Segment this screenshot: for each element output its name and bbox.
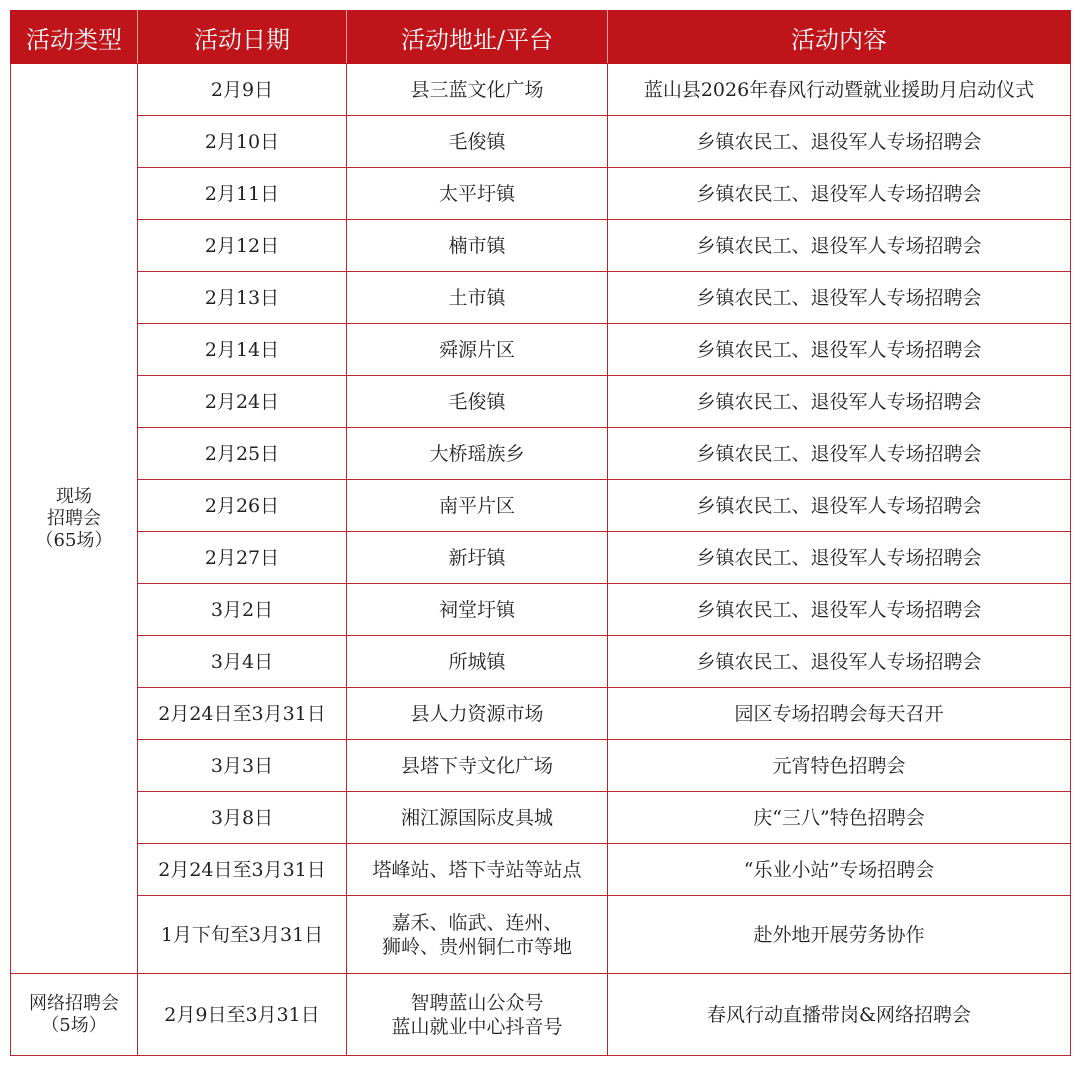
- place-cell: 县人力资源市场: [347, 688, 608, 740]
- table-row: [11, 376, 1071, 428]
- content-cell: 蓝山县2026年春风行动暨就业援助月启动仪式: [608, 64, 1071, 116]
- date-cell: 2月12日: [138, 220, 347, 272]
- table-body: [11, 64, 1071, 1056]
- place-cell: 祠堂圩镇: [347, 584, 608, 636]
- table-row: [11, 480, 1071, 532]
- place-cell: 太平圩镇: [347, 168, 608, 220]
- content-cell: 春风行动直播带岗&网络招聘会: [608, 974, 1071, 1056]
- table-row: [11, 272, 1071, 324]
- place-cell: 大桥瑶族乡: [347, 428, 608, 480]
- activity-type-cell: [11, 64, 138, 974]
- place-cell: 湘江源国际皮具城: [347, 792, 608, 844]
- header-place: 活动地址/平台: [347, 11, 608, 64]
- place-cell: 毛俊镇: [347, 116, 608, 168]
- content-cell: 乡镇农民工、退役军人专场招聘会: [608, 532, 1071, 584]
- header-row: [11, 11, 1071, 64]
- place-cell: 土市镇: [347, 272, 608, 324]
- content-cell: 乡镇农民工、退役军人专场招聘会: [608, 480, 1071, 532]
- date-cell: 2月11日: [138, 168, 347, 220]
- date-cell: 3月4日: [138, 636, 347, 688]
- content-cell: 乡镇农民工、退役军人专场招聘会: [608, 584, 1071, 636]
- table-row: [11, 428, 1071, 480]
- content-cell: 乡镇农民工、退役军人专场招聘会: [608, 168, 1071, 220]
- place-line: 蓝山就业中心抖音号: [391, 1015, 563, 1038]
- content-cell: 乡镇农民工、退役军人专场招聘会: [608, 636, 1071, 688]
- date-cell: 2月10日: [138, 116, 347, 168]
- table-row: [11, 896, 1071, 974]
- content-cell: 乡镇农民工、退役军人专场招聘会: [608, 272, 1071, 324]
- table-row: [11, 220, 1071, 272]
- table-row: [11, 688, 1071, 740]
- table-row: [11, 792, 1071, 844]
- date-cell: 2月13日: [138, 272, 347, 324]
- place-line: 嘉禾、临武、连州、: [391, 911, 563, 934]
- table-row: [11, 740, 1071, 792]
- place-cell: 舜源片区: [347, 324, 608, 376]
- content-cell: 乡镇农民工、退役军人专场招聘会: [608, 324, 1071, 376]
- date-cell: 2月26日: [138, 480, 347, 532]
- table-row: [11, 974, 1071, 1056]
- place-cell: [347, 896, 608, 974]
- activity-type-line: 招聘会: [47, 507, 101, 529]
- place-cell: 所城镇: [347, 636, 608, 688]
- activity-type-line: 网络招聘会: [29, 992, 119, 1014]
- content-cell: 园区专场招聘会每天召开: [608, 688, 1071, 740]
- date-cell: 2月27日: [138, 532, 347, 584]
- activity-type-cell: [11, 974, 138, 1056]
- date-cell: 3月3日: [138, 740, 347, 792]
- content-cell: 乡镇农民工、退役军人专场招聘会: [608, 116, 1071, 168]
- place-cell: 县塔下寺文化广场: [347, 740, 608, 792]
- place-cell: 楠市镇: [347, 220, 608, 272]
- table-row: [11, 532, 1071, 584]
- header-date: 活动日期: [138, 11, 347, 64]
- header-content: 活动内容: [608, 11, 1071, 64]
- place-cell: [347, 974, 608, 1056]
- date-cell: 3月2日: [138, 584, 347, 636]
- place-cell: 县三蓝文化广场: [347, 64, 608, 116]
- date-cell: 3月8日: [138, 792, 347, 844]
- place-line: 智聘蓝山公众号: [410, 991, 544, 1014]
- date-cell: 2月24日至3月31日: [138, 844, 347, 896]
- place-cell: 南平片区: [347, 480, 608, 532]
- content-cell: 乡镇农民工、退役军人专场招聘会: [608, 220, 1071, 272]
- content-cell: 庆“三八”特色招聘会: [608, 792, 1071, 844]
- table-row: [11, 324, 1071, 376]
- place-cell: 毛俊镇: [347, 376, 608, 428]
- date-cell: 2月24日至3月31日: [138, 688, 347, 740]
- place-cell: 新圩镇: [347, 532, 608, 584]
- date-cell: 2月25日: [138, 428, 347, 480]
- content-cell: “乐业小站”专场招聘会: [608, 844, 1071, 896]
- date-cell: 2月24日: [138, 376, 347, 428]
- content-cell: 赴外地开展劳务协作: [608, 896, 1071, 974]
- table-row: [11, 64, 1071, 116]
- date-cell: 2月9日: [138, 64, 347, 116]
- activity-type-line: 现场: [56, 485, 92, 507]
- date-cell: 2月9日至3月31日: [138, 974, 347, 1056]
- table-row: [11, 636, 1071, 688]
- activity-type-line: （5场）: [41, 1014, 107, 1036]
- content-cell: 元宵特色招聘会: [608, 740, 1071, 792]
- place-line: 狮岭、贵州铜仁市等地: [381, 935, 572, 958]
- table-row: [11, 584, 1071, 636]
- table-row: [11, 168, 1071, 220]
- content-cell: 乡镇农民工、退役军人专场招聘会: [608, 376, 1071, 428]
- activity-table: [10, 10, 1071, 1056]
- content-cell: 乡镇农民工、退役军人专场招聘会: [608, 428, 1071, 480]
- activity-type-line: （65场）: [35, 529, 113, 551]
- table-row: [11, 116, 1071, 168]
- date-cell: 2月14日: [138, 324, 347, 376]
- date-cell: 1月下旬至3月31日: [138, 896, 347, 974]
- table-row: [11, 844, 1071, 896]
- place-cell: 塔峰站、塔下寺站等站点: [347, 844, 608, 896]
- header-type: 活动类型: [11, 11, 138, 64]
